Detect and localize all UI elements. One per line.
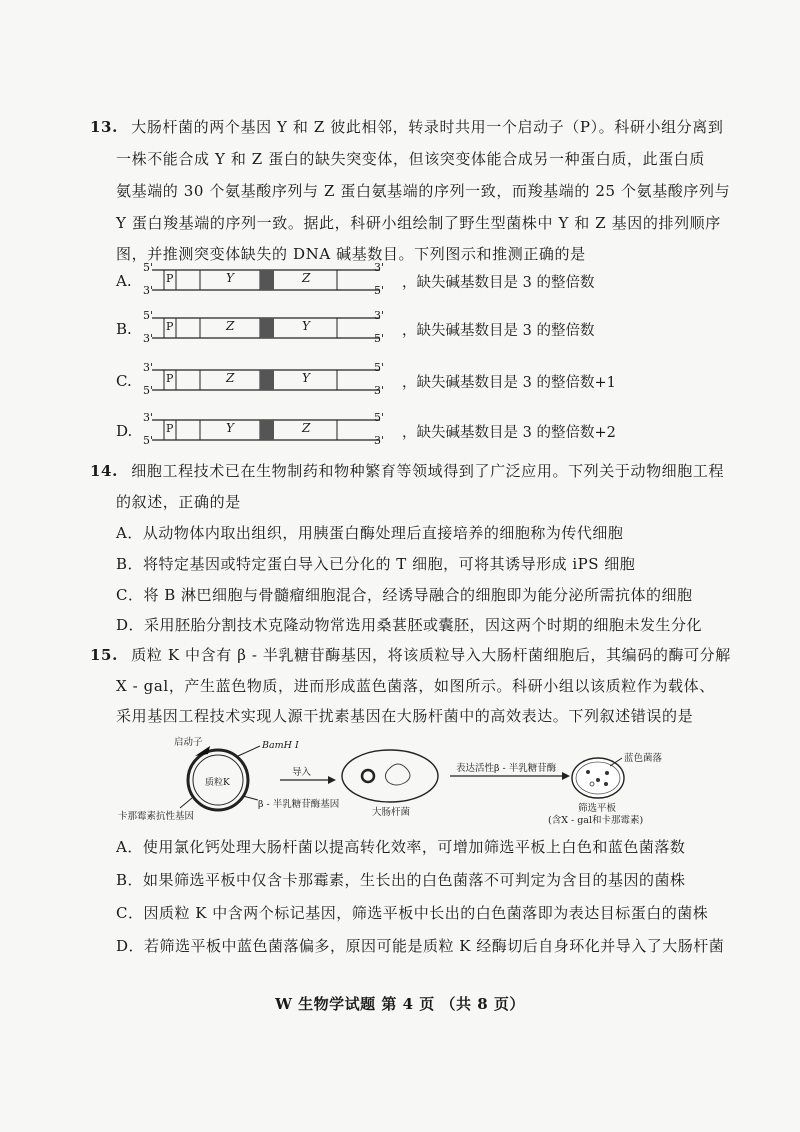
gene-map <box>152 368 380 392</box>
gal-gene-label: β - 半乳糖苷酶基因 <box>258 799 340 810</box>
promoter-label: P <box>166 422 174 435</box>
option-c[interactable]: C．因质粒 K 中含两个标记基因，筛选平板中长出的白色菌落即为表达目标蛋白的菌株 <box>116 904 709 922</box>
promoter-label: 启动子 <box>174 737 203 748</box>
option-d[interactable]: D．若筛选平板中蓝色菌落偏多，原因可能是质粒 K 经酶切后自身环化并导入了大肠杆菌 <box>116 937 725 955</box>
option-caption: ，缺失碱基数目是 3 的整倍数+1 <box>402 375 616 391</box>
gene-map <box>152 418 380 442</box>
page-footer: W 生物学试题 第 4 页 （共 8 页） <box>275 995 525 1013</box>
strand-end-label: 5' <box>374 332 385 345</box>
option-letter: D. <box>116 422 133 440</box>
option-letter: A. <box>116 272 132 290</box>
intergenic-region <box>260 420 274 440</box>
strand-end-label: 3' <box>143 411 154 424</box>
option-b[interactable]: B．将特定基因或特定蛋白导入已分化的 T 细胞，可将其诱导形成 iPS 细胞 <box>116 555 636 573</box>
plasmid-transformation-figure <box>110 736 690 828</box>
option-d[interactable]: D．采用胚胎分割技术克隆动物常选用桑葚胚或囊胚，因这两个时期的细胞未发生分化 <box>116 616 703 634</box>
promoter-label: P <box>166 372 174 385</box>
chromosome-blob <box>385 764 410 785</box>
strand-end-label: 5' <box>374 284 385 297</box>
question-text-line: 图，并推测突变体缺失的 DNA 碱基数目。下列图示和推测正确的是 <box>116 245 586 263</box>
question-text-line: 大肠杆菌的两个基因 Y 和 Z 彼此相邻，转录时共用一个启动子（P）。科研小组分离到 <box>131 118 724 136</box>
option-letter: B. <box>116 320 132 338</box>
blue-colony-label: 蓝色菌落 <box>624 753 663 764</box>
option-d-gene-diagram[interactable] <box>116 411 616 447</box>
strand-end-label: 3' <box>143 361 154 374</box>
option-a[interactable]: A．使用氯化钙处理大肠杆菌以提高转化效率，可增加筛选平板上白色和蓝色菌落数 <box>116 838 686 856</box>
gene-label: Y <box>226 421 234 435</box>
option-c-gene-diagram[interactable] <box>116 361 616 397</box>
question-text-line: 一株不能合成 Y 和 Z 蛋白的缺失突变体，但该突变体能合成另一种蛋白质，此蛋白质 <box>116 150 706 168</box>
option-b[interactable]: B．如果筛选平板中仅含卡那霉素，生长出的白色菌落不可判定为含目的基因的菌株 <box>116 871 686 889</box>
question-text-line: 采用基因工程技术实现人源干扰素基因在大肠杆菌中的高效表达。下列叙述错误的是 <box>116 707 694 725</box>
question-text-line: 质粒 K 中含有 β - 半乳糖苷酶基因，将该质粒导入大肠杆菌细胞后，其编码的酶可分解 <box>131 646 731 664</box>
plasmid-in-cell <box>362 770 374 782</box>
promoter-label: P <box>166 272 174 285</box>
strand-end-label: 5' <box>374 361 385 374</box>
question-number: 13. <box>90 118 118 136</box>
option-letter: C. <box>116 372 132 390</box>
blue-colony-dot <box>604 782 608 786</box>
gene-label: Y <box>302 371 310 385</box>
option-b-gene-diagram[interactable] <box>116 310 596 344</box>
strand-end-label: 3' <box>374 261 385 274</box>
option-a-gene-diagram[interactable] <box>116 262 596 296</box>
strand-end-label: 3' <box>143 332 154 345</box>
import-arrow-label: 导入 <box>292 767 312 778</box>
ecoli-label: 大肠杆菌 <box>372 807 411 818</box>
strand-end-label: 5' <box>143 261 154 274</box>
intergenic-region <box>260 318 274 338</box>
question-number: 14. <box>90 462 118 480</box>
promoter-label: P <box>166 320 174 333</box>
kan-gene-label: 卡那霉素抗性基因 <box>118 811 195 822</box>
expression-arrow-label: 表达活性β - 半乳糖苷酶 <box>456 763 557 774</box>
option-caption: ，缺失碱基数目是 3 的整倍数 <box>402 275 595 291</box>
gene-label: Z <box>302 271 311 285</box>
arrow-1-head <box>328 776 336 784</box>
bamh1-label: BamH I <box>262 740 299 751</box>
gene-label: Y <box>302 319 310 333</box>
blue-colony-dot <box>586 770 590 774</box>
strand-end-label: 3' <box>374 434 385 447</box>
strand-end-label: 5' <box>374 411 385 424</box>
bamh1-pointer <box>238 746 260 756</box>
gene-label: Y <box>226 271 234 285</box>
question-text-line: 氨基端的 30 个氨基酸序列与 Z 蛋白氨基端的序列一致，而羧基端的 25 个氨基酸序列与 <box>116 182 731 200</box>
strand-end-label: 5' <box>143 309 154 322</box>
question-text-line: 的叙述，正确的是 <box>116 493 241 511</box>
option-a[interactable]: A．从动物体内取出组织，用胰蛋白酶处理后直接培养的细胞称为传代细胞 <box>116 524 624 542</box>
plate-note-label: (含X - gal和卡那霉素) <box>548 815 644 826</box>
plate-label: 筛选平板 <box>578 803 617 814</box>
gal-gene-pointer <box>243 796 258 800</box>
ecoli-cell <box>342 750 438 802</box>
strand-end-label: 3' <box>374 384 385 397</box>
gene-label: Z <box>226 371 235 385</box>
gene-map <box>152 316 380 340</box>
strand-end-label: 5' <box>143 434 154 447</box>
question-number: 15. <box>90 646 118 664</box>
question-text-line: Y 蛋白羧基端的序列一致。据此，科研小组绘制了野生型菌株中 Y 和 Z 基因的排列顺序 <box>116 214 721 232</box>
strand-end-label: 5' <box>143 384 154 397</box>
intergenic-region <box>260 370 274 390</box>
gene-label: Z <box>302 421 311 435</box>
blue-colony-dot <box>596 778 600 782</box>
arrow-2-head <box>562 772 570 780</box>
option-caption: ，缺失碱基数目是 3 的整倍数+2 <box>402 425 616 441</box>
question-text-line: X - gal，产生蓝色物质，进而形成蓝色菌落，如图所示。科研小组以该质粒作为载体、 <box>116 677 715 695</box>
blue-colony-dot <box>605 771 609 775</box>
white-colony-dot <box>590 782 594 786</box>
kan-gene-pointer <box>180 798 192 808</box>
gene-label: Z <box>226 319 235 333</box>
intergenic-region <box>260 270 274 290</box>
option-caption: ，缺失碱基数目是 3 的整倍数 <box>402 323 595 339</box>
plasmid-label: 质粒K <box>205 778 230 788</box>
strand-end-label: 3' <box>374 309 385 322</box>
gene-map <box>152 268 380 292</box>
strand-end-label: 3' <box>143 284 154 297</box>
option-c[interactable]: C．将 B 淋巴细胞与骨髓瘤细胞混合，经诱导融合的细胞即为能分泌所需抗体的细胞 <box>116 586 693 604</box>
question-text-line: 细胞工程技术已在生物制药和物种繁育等领域得到了广泛应用。下列关于动物细胞工程 <box>131 462 725 480</box>
